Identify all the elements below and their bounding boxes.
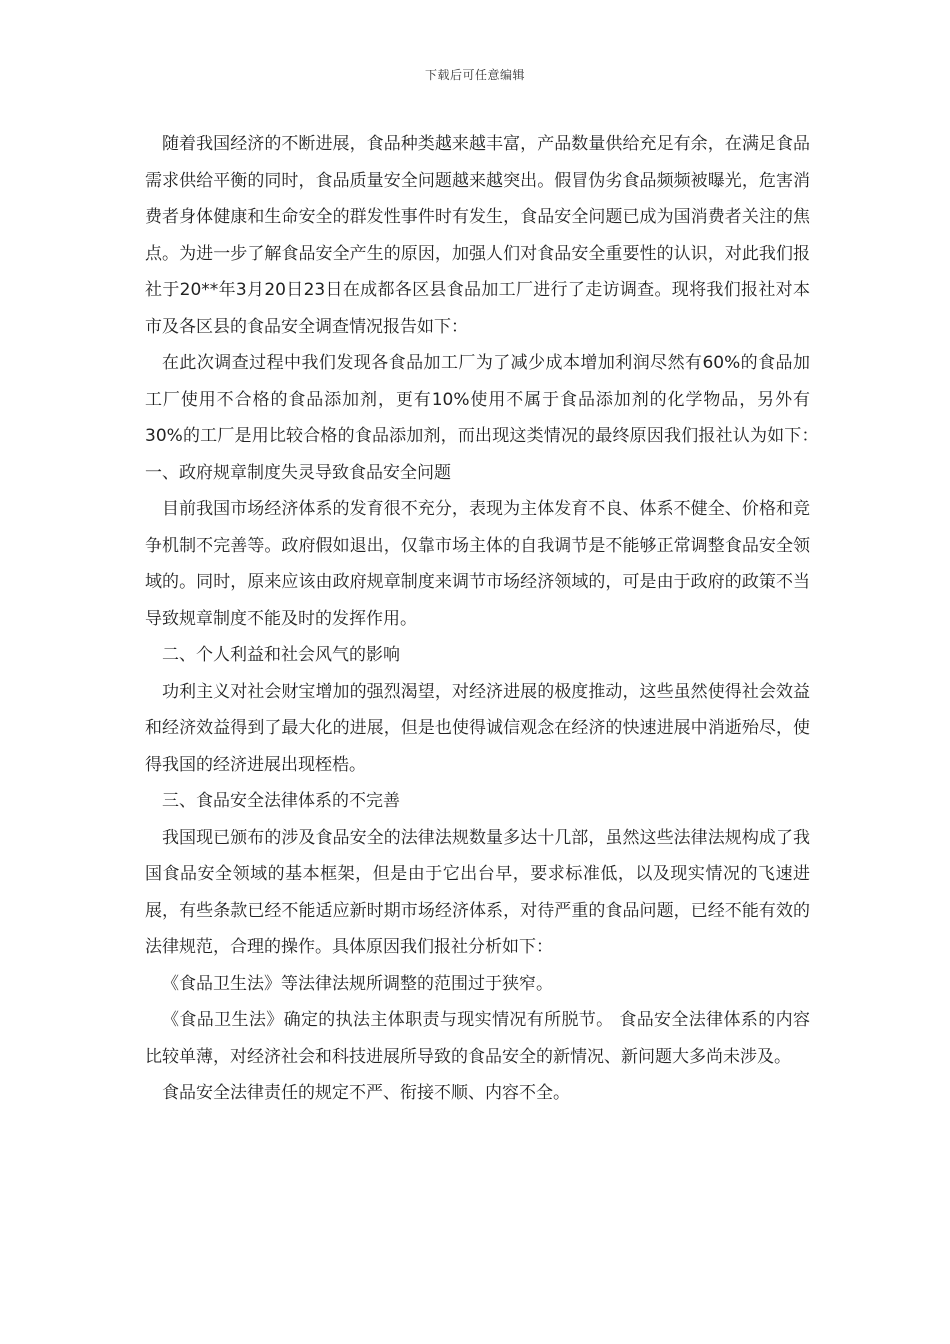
paragraph-intro: 随着我国经济的不断进展，食品种类越来越丰富，产品数量供给充足有余，在满足食品需求供给平衡的同时，食品质量安全问题越来越突出。假冒伪劣食品频频被曝光，危害消费者身体健康和生命安全的群发性事件时有发生，食品安全问题已成为国消费者关注的焦点。为进一步了解食品安全产生的原因，加强人们对食品安全重要性的认识，对此我们报社于20**年3月20日23日在成都各区县食品加工厂进行了走访调查。现将我们报社对本市及各区县的食品安全调查情况报告如下：: [145, 134, 810, 337]
section-heading-3: 三、食品安全法律体系的不完善: [162, 791, 400, 811]
section-heading-2: 二、个人利益和社会风气的影响: [162, 645, 400, 665]
page-header: 下载后可任意编辑: [424, 68, 525, 82]
paragraph-enforcement: 《食品卫生法》确定的执法主体职责与现实情况有所脱节。 食品安全法律体系的内容比较单薄，对经济社会和科技进展所导致的食品安全的新情况、新问题大多尚未涉及。: [145, 1010, 810, 1067]
paragraph-legal-system: 我国现已颁布的涉及食品安全的法律法规数量多达十几部，虽然这些法律法规构成了我国食品安全领域的基本框架，但是由于它出台早，要求标准低，以及现实情况的飞速进展，有些条款已经不能适应新时期市场经济体系，对待严重的食品问题，已经不能有效的法律规范，合理的操作。具体原因我们报社分析如下：: [145, 827, 810, 957]
document-body: [145, 126, 827, 1112]
paragraph-government: 目前我国市场经济体系的发育很不充分，表现为主体发育不良、体系不健全、价格和竞争机制不完善等。政府假如退出，仅靠市场主体的自我调节是不能够正常调整食品安全领域的。同时，原来应该由政府规章制度来调节市场经济领域的，可是由于政府的政策不当导致规章制度不能及时的发挥作用。: [145, 499, 810, 629]
paragraph-liability: 食品安全法律责任的规定不严、衔接不顺、内容不全。: [162, 1083, 570, 1103]
paragraph-scope: 《食品卫生法》等法律法规所调整的范围过于狭窄。: [162, 973, 553, 994]
paragraph-findings: 在此次调查过程中我们发现各食品加工厂为了减少成本增加利润尽然有60%的食品加工厂使用不合格的食品添加剂，更有10%使用不属于食品添加剂的化学物品，另外有30%的工厂是用比较合格的食品添加剂，而出现这类情况的最终原因我们报社认为如下： 一、政府规章制度失灵导致食品安全问题: [145, 353, 827, 483]
paragraph-utilitarianism: 功利主义对社会财宝增加的强烈渴望，对经济进展的极度推动，这些虽然使得社会效益和经济效益得到了最大化的进展，但是也使得诚信观念在经济的快速进展中消逝殆尽，使得我国的经济进展出现桎梏。: [145, 681, 810, 775]
